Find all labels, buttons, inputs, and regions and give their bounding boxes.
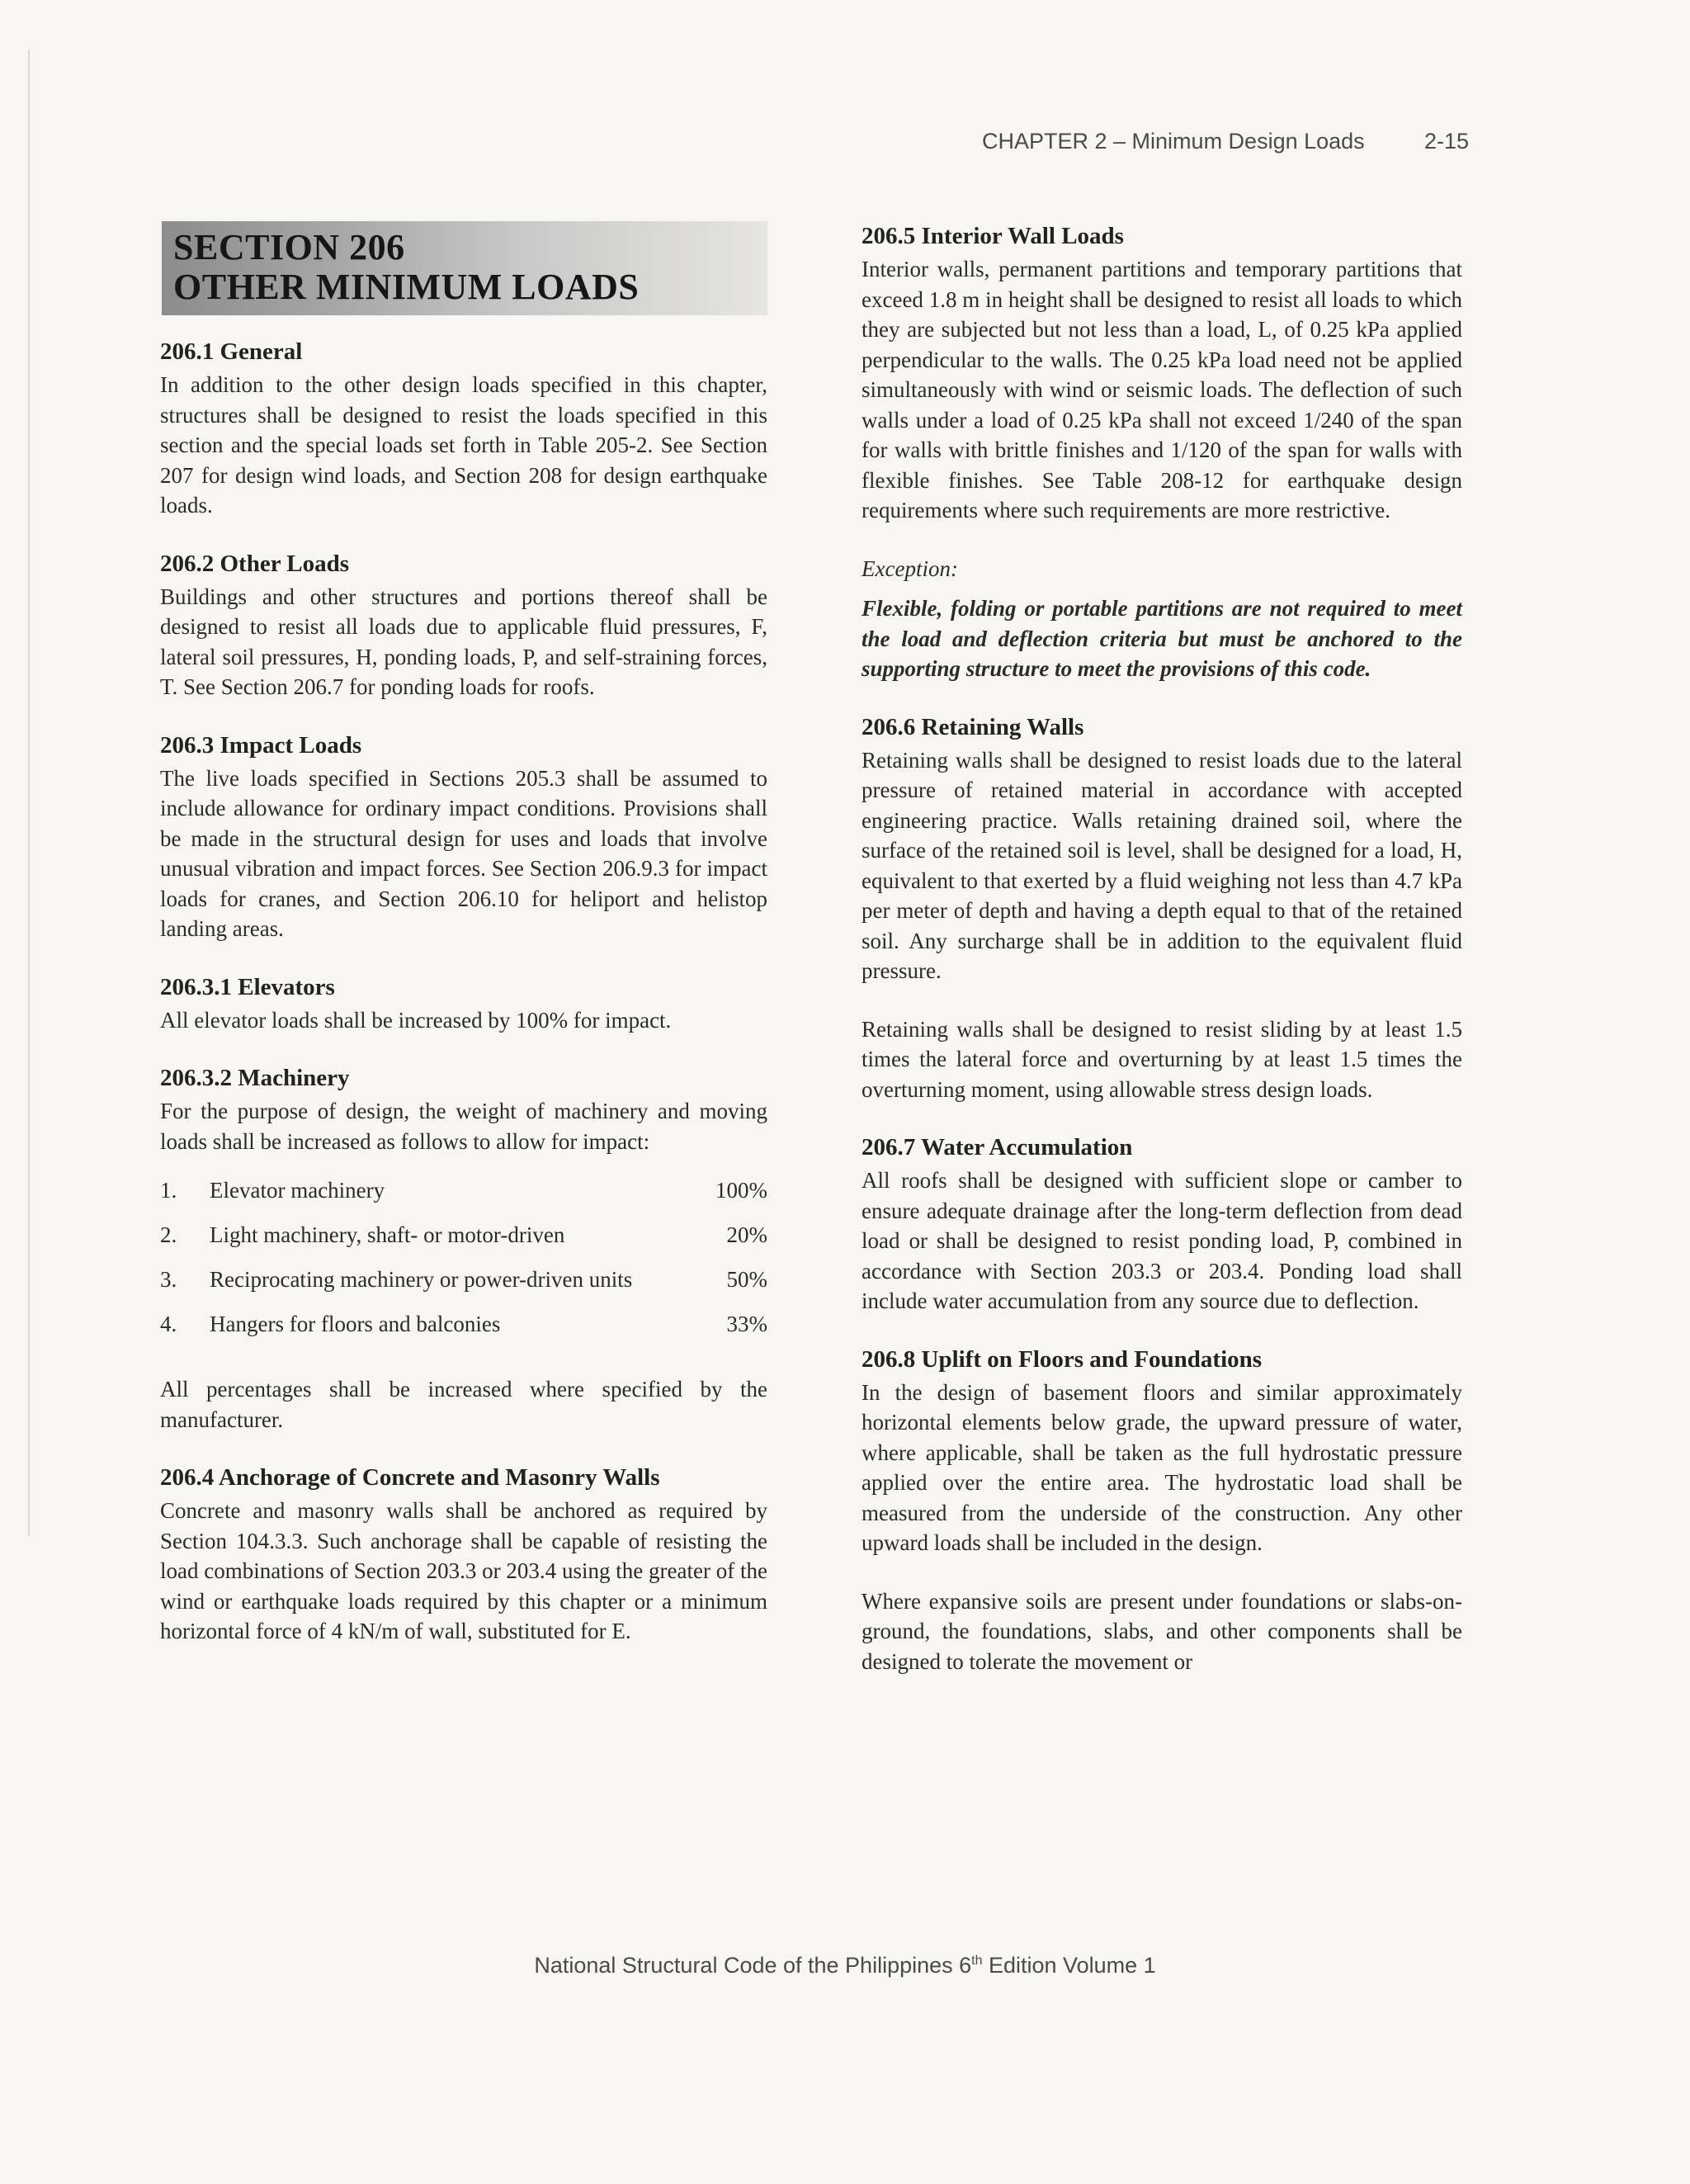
right-column [862, 221, 1462, 1704]
para-206-3-2-after: All percentages shall be increased where specified by the manufacturer. [160, 1377, 767, 1432]
heading-206-3-2: 206.3.2 Machinery [160, 1065, 350, 1091]
para-206-5: Interior walls, permanent partitions and temporary partitions that exceed 1.8 m in height shall be designed to resist all loads to which they are subjected but not less than a load, L, of 0.25 kPa applied perpendicular to the walls. The 0.25 kPa load need not be applied simultaneously with wind or seismic loads. The deflection of such walls under a load of 0.25 kPa shall not exceed 1/240 of the span for walls with brittle finishes and 1/120 of the span for walls with flexible finishes. See Table 208-12 for earthquake design requirements where such requirements are more restrictive. [862, 257, 1462, 522]
list-item [160, 1213, 767, 1257]
list-item-number: 1. [160, 1177, 177, 1203]
para-206-3-1: All elevator loads shall be increased by 100% for impact. [160, 1007, 672, 1033]
heading-206-1: 206.1 General [160, 338, 303, 365]
list-item-number: 4. [160, 1311, 177, 1336]
section-title: OTHER MINIMUM LOADS [173, 267, 640, 307]
para-206-6-a: Retaining walls shall be designed to resist loads due to the lateral pressure of retained material in accordance with accepted engineering practice. Walls retaining drained soil, where the surface of the retained soil is level, shall be designed for a load, H, equivalent to that exerted by a fluid weighing not less than 4.7 kPa per meter of depth and having a depth equal to that of the retained soil. Any surcharge shall be in addition to the equivalent fluid pressure. [862, 747, 1462, 983]
list-item [160, 1257, 767, 1302]
heading-206-5: 206.5 Interior Wall Loads [862, 223, 1124, 249]
para-206-1: In addition to the other design loads specified in this chapter, structures shall be designed to resist the loads specified in this section and the special loads set forth in Table 205-2. See Section 207 for design wind loads, and Section 208 for design earthquake loads. [160, 372, 767, 518]
page-number: 2-15 [1423, 129, 1469, 154]
list-item-number: 3. [160, 1266, 177, 1292]
machinery-list [160, 1168, 767, 1346]
heading-206-3-1: 206.3.1 Elevators [160, 973, 335, 1000]
chapter-title: CHAPTER 2 – Minimum Design Loads [982, 129, 1365, 154]
heading-206-2: 206.2 Other Loads [160, 550, 350, 577]
list-item-percent: 100% [715, 1177, 767, 1203]
list-item-text: Reciprocating machinery or power-driven units [210, 1266, 633, 1292]
para-206-8-a: In the design of basement floors and similar approximately horizontal elements below grade, the upward pressure of water, where applicable, shall be taken as the full hydrostatic pressure applied over the entire area. The hydrostatic load shall be measured from the underside of the construction. Any other upward loads shall be included in the design. [862, 1379, 1462, 1555]
list-item [160, 1168, 767, 1213]
running-header [982, 129, 1469, 154]
page-edge-line [28, 50, 30, 1535]
heading-206-3: 206.3 Impact Loads [160, 731, 362, 759]
exception-label: Exception: [862, 555, 958, 581]
list-item-text: Hangers for floors and balconies [210, 1311, 501, 1336]
list-item-percent: 33% [726, 1311, 767, 1336]
left-column [160, 221, 767, 1675]
para-206-7: All roofs shall be designed with sufficient slope or camber to ensure adequate drainage after the long-term deflection from dead load or shall be designed to resist ponding load, P, combined in accordance with Section 203.3 or 203.4. Ponding load shall include water accumulation from any source due to deflection. [862, 1168, 1462, 1313]
para-206-8-b: Where expansive soils are present under foundations or slabs-on-ground, the foundations, slabs, and other components shall be designed to tolerate the movement or [862, 1588, 1462, 1674]
list-item-text: Light machinery, shaft- or motor-driven [210, 1222, 565, 1247]
para-206-6-b: Retaining walls shall be designed to resist sliding by at least 1.5 times the lateral force and overturning by at least 1.5 times the overturning moment, using allowable stress design loads. [862, 1016, 1462, 1102]
para-206-3: The live loads specified in Sections 205.3 shall be assumed to include allowance for ordinary impact conditions. Provisions shall be made in the structural design for uses and loads that involve unusual vibration and impact forces. See Section 206.9.3 for impact loads for cranes, and Section 206.10 for heliport and helistop landing areas. [160, 765, 767, 941]
list-item-number: 2. [160, 1222, 177, 1247]
section-banner [162, 221, 767, 315]
list-item-percent: 50% [726, 1266, 767, 1292]
para-206-3-2: For the purpose of design, the weight of machinery and moving loads shall be increased as follows to allow for impact: [160, 1099, 767, 1154]
heading-206-6: 206.6 Retaining Walls [862, 713, 1084, 740]
footer-superscript: th [971, 1954, 983, 1968]
list-item [160, 1302, 767, 1346]
footer-text-end: Edition Volume 1 [982, 1953, 1156, 1978]
exception-body: Flexible, folding or portable partitions are not required to meet the load and deflection criteria but must be anchored to the supporting structure to meet the provisions of this code. [862, 596, 1462, 681]
list-item-percent: 20% [726, 1222, 767, 1247]
list-item-text: Elevator machinery [210, 1177, 385, 1203]
page-footer [0, 1953, 1690, 1978]
heading-206-7: 206.7 Water Accumulation [862, 1134, 1133, 1161]
para-206-4: Concrete and masonry walls shall be anchored as required by Section 104.3.3. Such anchorage shall be capable of resisting the load combinations of Section 203.3 or 203.4 using the greater of the wind or earthquake loads required by this chapter or a minimum horizontal force of 4 kN/m of wall, substituted for E. [160, 1498, 767, 1643]
heading-206-4: 206.4 Anchorage of Concrete and Masonry Walls [160, 1464, 660, 1491]
heading-206-8: 206.8 Uplift on Floors and Foundations [862, 1345, 1263, 1373]
section-number: SECTION 206 [173, 227, 405, 267]
para-206-2: Buildings and other structures and portions thereof shall be designed to resist all loads due to applicable fluid pressures, F, lateral soil pressures, H, ponding loads, P, and self-straining forces, T. See Section 206.7 for ponding loads for roofs. [160, 584, 767, 699]
footer-text: National Structural Code of the Philippines 6 [534, 1953, 972, 1978]
